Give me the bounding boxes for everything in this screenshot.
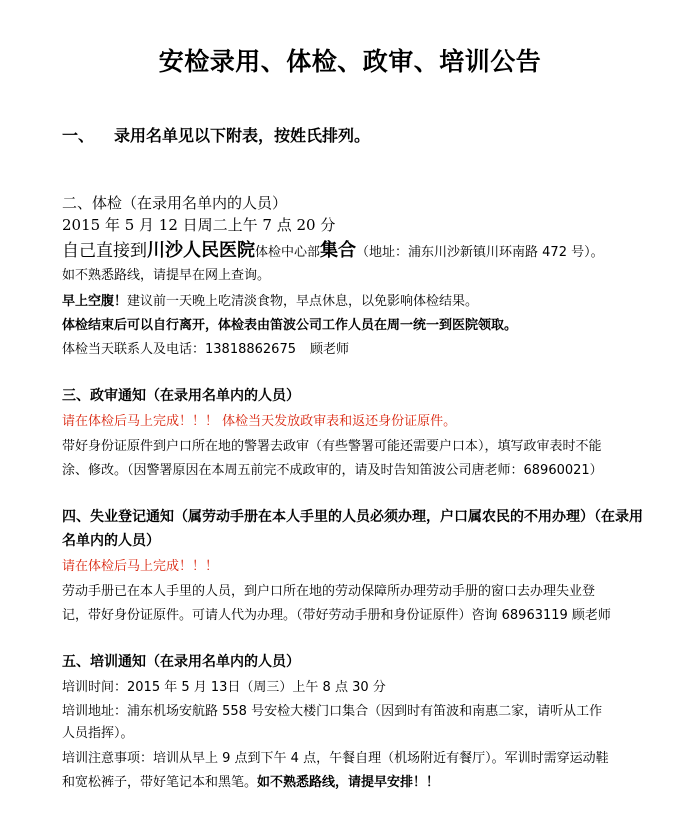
hospital-name: 川沙人民医院 xyxy=(147,240,255,261)
section-2-heading: 二、体检（在录用名单内的人员） xyxy=(62,194,288,212)
section-3-line-1: 带好身份证原件到户口所在地的警署去政审（有些警署可能还需要户口本），填写政审表时不能 xyxy=(62,439,602,454)
page-title: 安检录用、体检、政审、培训公告 xyxy=(158,47,542,76)
section-5-address-2: 人员指挥）。 xyxy=(62,726,134,741)
section-5-notes-2 xyxy=(62,771,439,790)
section-4-warning: 请在体检后马上完成！！！ xyxy=(62,559,219,574)
section-3-warning: 请在体检后马上完成！！！ 体检当天发放政审表和返还身份证原件。 xyxy=(62,414,457,429)
section-1-number: 一、 xyxy=(62,126,95,145)
contact-label: 体检当天联系人及电话：13818862675 xyxy=(62,342,296,357)
section-5-notes-1: 培训注意事项：培训从早上 9 点到下午 4 点，午餐自理（机场附近有餐厅）。军训时需穿运动鞋 xyxy=(62,751,609,766)
section-4-line-1: 劳动手册已在本人手里的人员，到户口所在地的劳动保障所办理劳动手册的窗口去办理失业登 xyxy=(62,584,596,599)
fasting-advice: 建议前一天晚上吃清淡食物，早点休息，以免影响体检结果。 xyxy=(127,294,479,309)
section-3-heading: 三、政审通知（在录用名单内的人员） xyxy=(62,388,300,404)
section-5-heading: 五、培训通知（在录用名单内的人员） xyxy=(62,654,300,670)
section-1 xyxy=(62,123,370,146)
section-4-line-2: 记，带好身份证原件。可请人代为办理。（带好劳动手册和身份证原件）咨询 68963119 顾老师 xyxy=(62,608,611,623)
section-2-contact xyxy=(62,338,349,357)
section-3-line-2: 涂、修改。（因警署原因在本周五前完不成政审的，请及时告知笛波公司唐老师：68960021） xyxy=(62,463,603,478)
location-address: （地址：浦东川沙新镇川环南路 472 号）。 xyxy=(356,245,604,260)
section-4-heading-2: 名单内的人员） xyxy=(62,533,160,549)
notes-bold-warning: 如不熟悉路线，请提早安排！！ xyxy=(257,775,440,790)
location-prefix: 自己直接到 xyxy=(62,241,147,261)
section-4-heading-1: 四、失业登记通知（属劳动手册在本人手里的人员必须办理，户口属农民的不用办理）（在录用 xyxy=(62,509,643,525)
section-2-time: 2015 年 5 月 12 日周二上午 7 点 20 分 xyxy=(62,216,336,234)
section-2-note-form: 体检结束后可以自行离开，体检表由笛波公司工作人员在周一统一到医院领取。 xyxy=(62,318,518,333)
section-2-note-route: 如不熟悉路线，请提早在网上查询。 xyxy=(62,268,271,283)
section-5-address-1: 培训地址：浦东机场安航路 558 号安检大楼门口集合（因到时有笛波和南惠二家，请听从工作 xyxy=(62,704,603,719)
contact-name: 顾老师 xyxy=(309,342,349,357)
section-1-text: 录用名单见以下附表，按姓氏排列。 xyxy=(114,126,371,145)
section-2-location xyxy=(62,236,604,262)
section-5-time: 培训时间：2015 年 5 月 13日（周三）上午 8 点 30 分 xyxy=(62,680,386,695)
notes-plain: 和宽松裤子，带好笔记本和黑笔。 xyxy=(62,775,258,790)
location-gather: 集合 xyxy=(320,240,357,261)
section-2-note-fasting xyxy=(62,290,478,309)
fasting-warning: 早上空腹！ xyxy=(62,294,128,309)
location-dept: 体检中心部 xyxy=(255,245,321,260)
